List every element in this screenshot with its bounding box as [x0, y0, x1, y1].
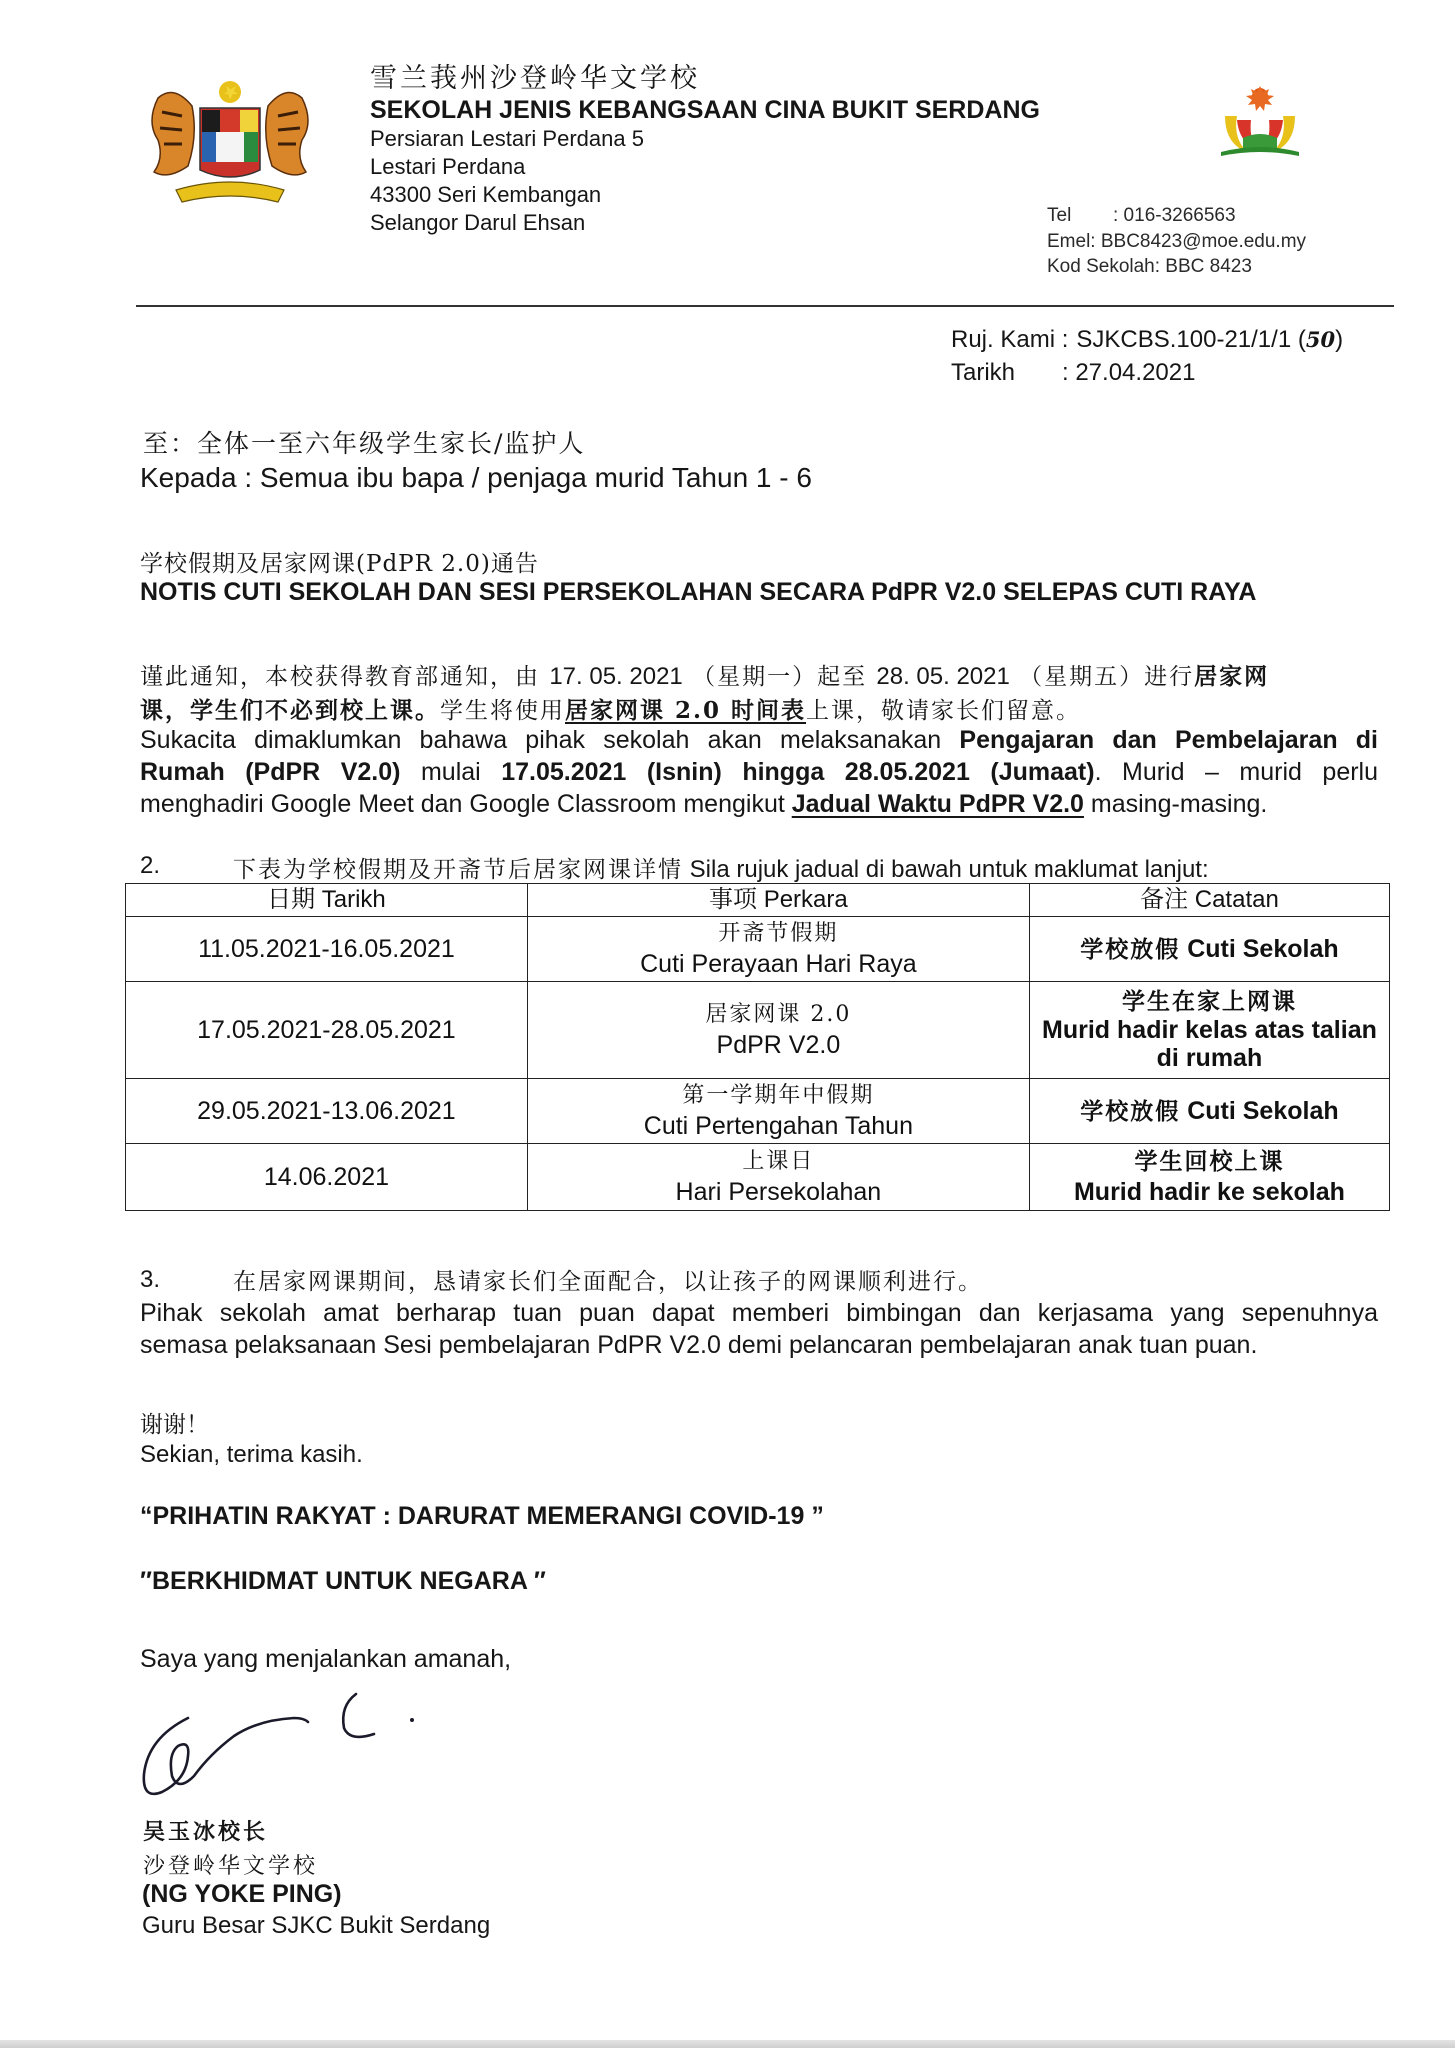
school-code-label: Kod Sekolah [1047, 256, 1155, 277]
paragraph-1-malay-line-1 [140, 724, 1378, 756]
notice-title-chinese: 学校假期及居家网课(PdPR 2.0)通告 [140, 551, 539, 577]
item-chinese: 上课日 [742, 1149, 815, 1174]
signature-image [130, 1690, 450, 1805]
table-row [126, 917, 1390, 982]
thanks-malay: Sekian, terima kasih. [140, 1441, 363, 1468]
header-date: 日期 Tarikh [126, 884, 528, 917]
section-3-malay-line-2: semasa pelaksanaan Sesi pembelajaran PdPR V2.0 demi pelancaran pembelajaran anak tuan puan. [140, 1331, 1258, 1359]
table-header-row [126, 884, 1390, 917]
contact-email [1047, 231, 1306, 253]
header-item: 事项 Perkara [527, 884, 1029, 917]
p1-zh-text: 谨此通知，本校获得教育部通知，由 [140, 664, 540, 690]
malaysia-coat-of-arms-logo [140, 78, 320, 228]
note-malay: Murid hadir ke sekolah [1073, 1178, 1345, 1206]
paragraph-1-malay-line-2 [140, 756, 1378, 788]
section-2-intro [233, 851, 1209, 884]
row-item [527, 917, 1029, 982]
recipient-malay: Kepada : Semua ibu bapa / penjaga murid Tahun 1 - 6 [140, 462, 812, 493]
reference-handwritten-number: 50 [1305, 327, 1336, 352]
row-date: 29.05.2021-13.06.2021 [126, 1079, 528, 1144]
signer-school-chinese: 沙登岭华文学校 [143, 1854, 319, 1879]
section-2-malay: Sila rujuk jadual di bawah untuk maklumat lanjut: [683, 856, 1209, 883]
p1-end-date: 28. 05. 2021 [876, 663, 1010, 690]
p1-start-date: 17. 05. 2021 [549, 663, 683, 690]
recipient-chinese: 至：全体一至六年级学生家长/监护人 [143, 429, 586, 458]
row-item [527, 982, 1029, 1079]
paragraph-1-chinese-line-2 [140, 692, 1081, 725]
slogan-covid: “PRIHATIN RAKYAT : DARURAT MEMERANGI COVID-19 ” [140, 1502, 824, 1530]
row-note [1029, 982, 1389, 1079]
table-row [126, 1144, 1390, 1211]
school-logo [1185, 86, 1335, 196]
p1-ms-text: mulai [400, 758, 502, 786]
p1-ms-timetable: Jadual Waktu PdPR V2.0 [791, 790, 1084, 818]
address-line-2: Lestari Perdana [370, 154, 526, 179]
note-chinese: 学生回校上课 [1134, 1148, 1285, 1175]
p1-zh-bold: 课，学生们不必到校上课。 [140, 697, 440, 724]
row-date: 14.06.2021 [126, 1144, 528, 1211]
section-3-chinese: 在居家网课期间，恳请家长们全面配合，以让孩子的网课顺利进行。 [233, 1269, 983, 1295]
email-label: Emel [1047, 231, 1091, 252]
item-malay: Cuti Perayaan Hari Raya [640, 950, 917, 978]
slogan-service: ″BERKHIDMAT UNTUK NEGARA ″ [140, 1567, 546, 1595]
item-malay: PdPR V2.0 [716, 1031, 841, 1059]
date-label: Tarikh [951, 359, 1016, 386]
p1-ms-dates: 17.05.2021 (Isnin) hingga 28.05.2021 (Jumaat) [501, 758, 1095, 786]
note-malay: Cuti Sekolah [1187, 934, 1339, 963]
item-chinese: 开斋节假期 [718, 921, 839, 946]
address-line-3: 43300 Seri Kembangan [370, 182, 602, 207]
address-line-1: Persiaran Lestari Perdana 5 [370, 126, 644, 151]
reference-value: SJKCBS.100-21/1/1 ( [1076, 326, 1306, 353]
contact-school-code [1047, 256, 1252, 278]
p1-zh-text: 学生将使用 [440, 698, 565, 724]
letter-date [951, 359, 1195, 387]
signer-title: Guru Besar SJKC Bukit Serdang [142, 1912, 491, 1939]
item-chinese: 第一学期年中假期 [682, 1083, 875, 1108]
p1-zh-text: 上课，敬请家长们留意。 [806, 698, 1082, 724]
paragraph-1-malay-line-3 [140, 788, 1378, 820]
row-date: 17.05.2021-28.05.2021 [126, 982, 528, 1079]
reference-close: ) [1335, 326, 1344, 353]
p1-zh-bold: 居家网 [1194, 663, 1270, 690]
note-chinese: 学校放假 [1080, 1097, 1181, 1125]
date-value: : 27.04.2021 [1062, 359, 1196, 386]
school-name: SEKOLAH JENIS KEBANGSAAN CINA BUKIT SERDANG [370, 96, 1040, 124]
p1-zh-timetable: 居家网课 2.0 时间表 [565, 697, 807, 724]
item-malay: Hari Persekolahan [675, 1178, 882, 1206]
item-chinese: 居家网课 2.0 [705, 1002, 852, 1027]
table-row [126, 982, 1390, 1079]
p1-ms-text: menghadiri Google Meet dan Google Classroom mengikut [140, 790, 792, 818]
p1-zh-text: （星期一）起至 [692, 664, 868, 690]
note-malay: Murid hadir kelas atas talian di rumah [1042, 1016, 1377, 1072]
p1-ms-text: Sukacita dimaklumkan bahawa pihak sekolah akan melaksanakan [140, 726, 960, 754]
signer-name: (NG YOKE PING) [142, 1880, 342, 1908]
p1-ms-bold: Rumah (PdPR V2.0) [140, 758, 401, 786]
email-value: : BBC8423@moe.edu.my [1090, 231, 1307, 252]
row-item [527, 1144, 1029, 1211]
contact-tel [1047, 205, 1236, 227]
p1-zh-text: （星期五）进行 [1019, 664, 1195, 690]
letterhead-divider [136, 305, 1394, 307]
school-code-value: : BBC 8423 [1154, 256, 1252, 277]
row-item [527, 1079, 1029, 1144]
row-note [1029, 1144, 1389, 1211]
section-3-malay-line-1: Pihak sekolah amat berharap tuan puan dapat memberi bimbingan dan kerjasama yang sepenuhnya [140, 1299, 1378, 1327]
paragraph-1-chinese-line-1 [140, 658, 1269, 691]
reference-number [951, 326, 1343, 354]
section-2-chinese: 下表为学校假期及开斋节后居家网课详情 [233, 857, 683, 883]
note-chinese: 学校放假 [1080, 935, 1181, 963]
signer-name-chinese: 吴玉冰校长 [143, 1819, 269, 1845]
school-name-chinese: 雪兰莪州沙登岭华文学校 [370, 63, 700, 94]
tel-value: : 016-3266563 [1113, 205, 1236, 226]
notice-title: NOTIS CUTI SEKOLAH DAN SESI PERSEKOLAHAN SECARA PdPR V2.0 SELEPAS CUTI RAYA [140, 578, 1257, 606]
page-bottom-edge [0, 2040, 1455, 2048]
reference-label: Ruj. Kami : [951, 326, 1069, 353]
address-line-4: Selangor Darul Ehsan [370, 210, 586, 235]
schedule-table [125, 883, 1390, 1211]
tel-label: Tel [1047, 205, 1072, 226]
note-malay: Cuti Sekolah [1187, 1096, 1339, 1125]
section-2-number: 2. [140, 852, 161, 879]
row-date: 11.05.2021-16.05.2021 [126, 917, 528, 982]
section-3-number: 3. [140, 1266, 161, 1293]
table-row [126, 1079, 1390, 1144]
row-note [1029, 1079, 1389, 1144]
row-note [1029, 917, 1389, 982]
sign-off: Saya yang menjalankan amanah, [140, 1645, 512, 1673]
item-malay: Cuti Pertengahan Tahun [643, 1112, 913, 1140]
p1-ms-text: masing-masing. [1083, 790, 1268, 818]
note-chinese: 学生在家上网课 [1121, 988, 1297, 1015]
p1-ms-bold: Pengajaran dan Pembelajaran di [959, 726, 1378, 754]
p1-ms-text: . Murid – murid perlu [1094, 758, 1379, 786]
header-note: 备注 Catatan [1029, 884, 1389, 917]
thanks-chinese: 谢谢！ [140, 1412, 209, 1438]
